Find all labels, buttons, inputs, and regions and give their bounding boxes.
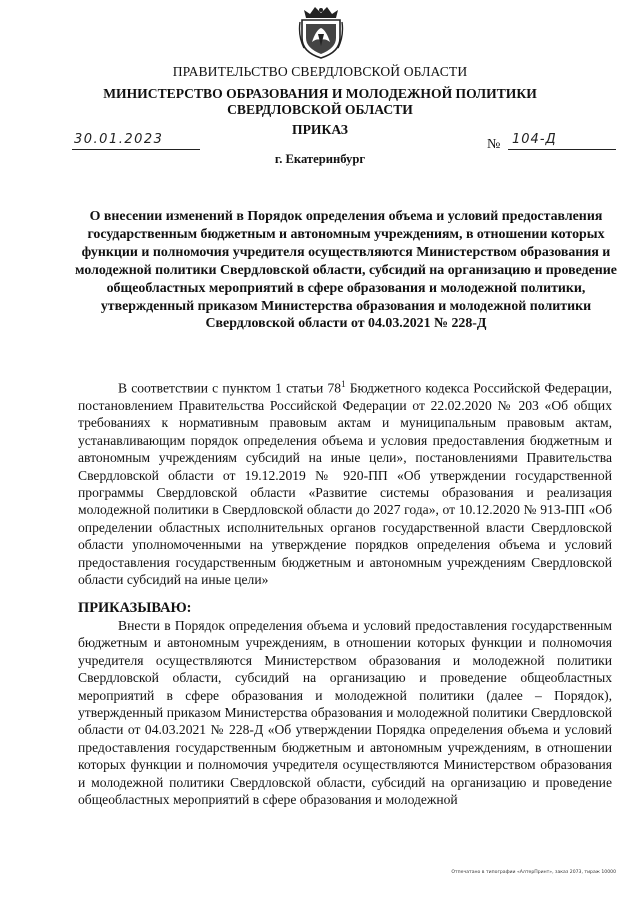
ministry-name (0, 86, 640, 118)
city: г. Екатеринбург (274, 152, 366, 166)
order-number: 104-Д (508, 132, 616, 150)
document-type: ПРИКАЗ (292, 122, 348, 137)
ministry-name-line2: СВЕРДЛОВСКОЙ ОБЛАСТИ (227, 102, 413, 117)
paragraph-preamble (78, 376, 612, 588)
article-superscript: 1 (341, 379, 346, 389)
print-footer: Отпечатано в типографии «АлтерПринт», заказ 2073, тираж 10000 (451, 870, 616, 875)
government-name: ПРАВИТЕЛЬСТВО СВЕРДЛОВСКОЙ ОБЛАСТИ (172, 64, 468, 79)
ministry-name-line1: МИНИСТЕРСТВО ОБРАЗОВАНИЯ И МОЛОДЕЖНОЙ ПОЛИТИКИ (103, 86, 537, 101)
paragraph-order-1: Внести в Порядок определения объема и условий предоставления государственным бюджетным и автономным учреждениям, в отношении которых функции и полномочия учредителя осуществляются Министерством образования и молодежной политики Свердловской области, субсидий на организацию и проведение общеобластных мероприятий в сфере образования и молодежной политики (далее – Порядок), утвержденный приказом Министерства образования и молодежной политики Свердловской области от 04.03.2021 № 228-Д «Об утверждении Порядка определения объема и условий предоставления государственным бюджетным и автономным учреждениям, в отношении которых функции и полномочия учредителя осуществляются Министерством образования и молодежной политики Свердловской области, субсидий на организацию и проведение общеобластных мероприятий в сфере образования и молодежной (78, 618, 612, 808)
preamble-text-a: В соответствии с пунктом 1 статьи 78 (118, 380, 342, 396)
document-title: О внесении изменений в Порядок определения объема и условий предоставления государственным бюджетным и автономным учреждениям, в отношении которых функции и полномочия учредителя осуществляются Министерством образования и молодежной политики Свердловской области, субсидий на организацию и проведение общеобластных мероприятий в сфере образования и молодежной политики, утвержденный приказом Министерства образования и молодежной политики Свердловской области от 04.03.2021 № 228-Д (75, 209, 617, 332)
coat-of-arms-icon (298, 4, 344, 60)
number-sign: № (487, 137, 501, 152)
preamble-text-b: Бюджетного кодекса Российской Федерации, постановлением Правительства Российской Федерации от 22.02.2020 № 203 «Об общих требованиях к нормативным правовым актам и муниципальным правовым актам, устанавливающим порядок определения объема и условия предоставления бюджетным и автономным учреждениям субсидий на иные цели», постановлениями Правительства Свердловской области от 19.12.2019 № 920-ПП «Об утверждении государственной программы Свердловской области «Развитие системы образования и реализация молодежной политики в Свердловской области до 2027 года», от 10.12.2020 № 913-ПП «Об определении областных исполнительных органов государственной власти Свердловской области уполномоченными на утверждение порядков определения объема и условий предоставления государственным бюджетным и автономным учреждениям Свердловской области субсидий на иные цели» (78, 380, 612, 587)
order-date: 30.01.2023 (72, 132, 200, 150)
order-word: ПРИКАЗЫВАЮ: (78, 600, 192, 616)
